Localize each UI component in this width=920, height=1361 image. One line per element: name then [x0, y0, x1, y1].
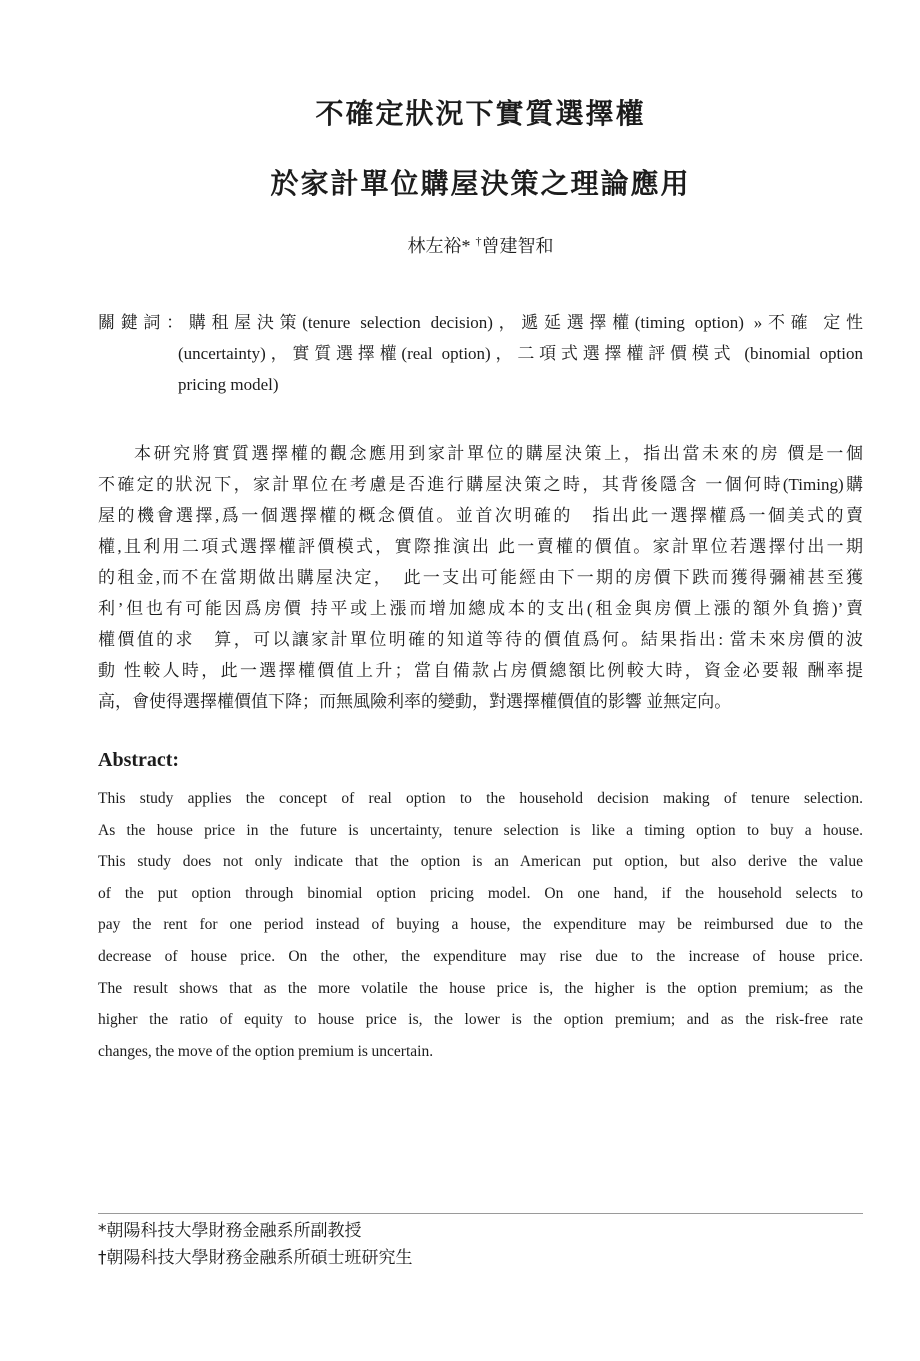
- abstract-heading: Abstract:: [98, 749, 180, 771]
- footnote-line: *朝陽科技大學財務金融系所副教授: [98, 1221, 362, 1241]
- chinese-abstract-line: 本研究將實質選擇權的觀念應用到家計單位的購屋決策上，指出當未來的房 價是一個: [134, 444, 863, 463]
- english-abstract-line: pay the rent for one period instead of buying a house, the expenditure may be reimbursed due to the: [98, 916, 863, 934]
- english-abstract-line: of the put option through binomial option pricing model. On one hand, if the household selects to: [98, 884, 863, 902]
- english-abstract-line: This study does not only indicate that the option is an American put option, but also derive the value: [98, 853, 863, 871]
- paper-title-line1: 不確定狀況下實質選擇權: [315, 97, 646, 130]
- chinese-abstract-line: 不確定的狀況下，家計單位在考慮是否進行購屋決策之時，其背後隱含 一個何時(Timing)購: [98, 475, 863, 494]
- chinese-abstract: [98, 438, 863, 717]
- english-abstract-line: changes, the move of the option premium is uncertain.: [98, 1042, 434, 1060]
- chinese-abstract-line: 高，會使得選擇權價值下降；而無風險利率的變動，對選擇權價值的影響 並無定向。: [98, 692, 732, 711]
- chinese-abstract-line: 權價值的求 算，可以讓家計單位明確的知道等待的價值爲何。結果指出: 當未來房價的波: [98, 630, 863, 649]
- footnote-list: [98, 1218, 863, 1272]
- chinese-abstract-line: 權,且利用二項式選擇權評價模式，實際推演出 此一賣權的價值。家計單位若選擇付出一期: [98, 537, 863, 556]
- author-dagger-mark: †: [475, 234, 482, 248]
- footnote-separator-rule: [98, 1213, 863, 1214]
- chinese-abstract-line: 利’但也有可能因爲房價 持平或上漲而增加總成本的支出(租金與房價上漲的額外負擔)’賣: [98, 599, 863, 618]
- chinese-abstract-line: 的租金,而不在當期做出購屋決定， 此一支出可能經由下一期的房價下跌而獲得彌補甚至獲: [98, 568, 863, 587]
- keywords-line-1: [98, 307, 863, 338]
- english-abstract-line: higher the ratio of equity to house price is, the lower is the option premium; and as the risk-free rate: [98, 1011, 863, 1029]
- english-abstract-line: As the house price in the future is uncertainty, tenure selection is like a timing option to buy a house.: [98, 821, 863, 839]
- keywords-block: [98, 307, 863, 400]
- author-name-2: 曾建智和: [481, 236, 554, 256]
- keywords-label: 關鍵詞：: [98, 313, 189, 332]
- author-line: [98, 226, 863, 261]
- author-name-1: 林左裕*: [407, 236, 471, 256]
- keywords-line-3: pricing model): [178, 375, 279, 394]
- keywords-line-1-text: 購租屋決策(tenure selection decision)，遞延選擇權(timing option) »不確 定性: [188, 313, 863, 332]
- keywords-line-2: (uncertainty)，實質選擇權(real option)，二項式選擇權評價模式 (binomial option: [178, 344, 863, 363]
- footnote-area: [98, 1213, 863, 1272]
- chinese-abstract-line: 屋的機會選擇,爲一個選擇權的概念價值。並首次明確的 指出此一選擇權爲一個美式的賣: [98, 506, 863, 525]
- chinese-abstract-line: 動 性較人時，此一選擇權價值上升；當自備款占房價總額比例較大時，資金必要報 酬率提: [98, 661, 863, 680]
- english-abstract: [98, 783, 863, 1067]
- paper-title-line2: 於家計單位購屋決策之理論應用: [270, 167, 691, 200]
- english-abstract-line: decrease of house price. On the other, the expenditure may rise due to the increase of house price.: [98, 947, 863, 965]
- english-abstract-line: This study applies the concept of real option to the household decision making of tenure selection.: [98, 790, 863, 807]
- footnote-line: †朝陽科技大學財務金融系所碩士班研究生: [98, 1248, 413, 1268]
- english-abstract-line: The result shows that as the more volatile the house price is, the higher is the option premium; as the: [98, 979, 863, 997]
